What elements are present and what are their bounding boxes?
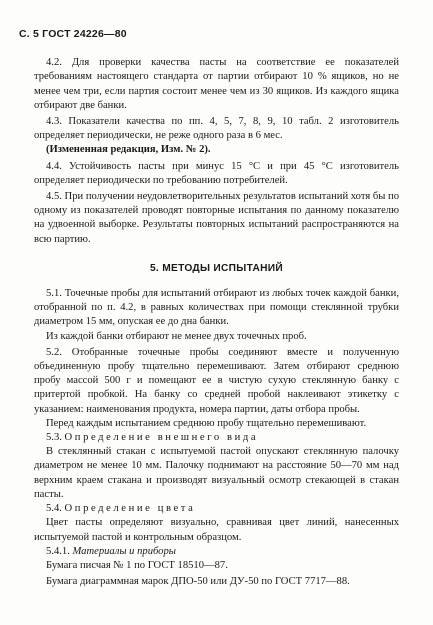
paragraph-5-3: В стеклянный стакан с испытуемой пастой опускают стеклянную палочку диаметром не менее 10 мм. Палочку поднимают на расстояние 50—70 мм над верхним краем стакана и производят визуальный осмотр стекающей в стакан пасты. bbox=[34, 446, 399, 500]
subsection-5-3-title: Определение внешнего вида bbox=[64, 432, 259, 444]
subsection-5-4-1-title: Материалы и приборы bbox=[72, 545, 176, 557]
amendment-note: (Измененная редакция, Изм. № 2). bbox=[46, 144, 211, 156]
subsection-5-3-number: 5.3. bbox=[46, 432, 62, 444]
material-chart-paper: Бумага диаграммная марок ДПО-50 или ДУ-50 по ГОСТ 7717—88. bbox=[46, 576, 350, 588]
subsection-5-4-heading bbox=[34, 502, 399, 516]
paragraph-5-1: 5.1. Точечные пробы для испытаний отбирают из любых точек каждой банки, отобранной по п. 4.2, в равных количествах при помощи стеклянной трубки диаметром 15 мм, опуская ее до дна банки. bbox=[34, 288, 399, 328]
subsection-5-4-1-number: 5.4.1. bbox=[46, 545, 70, 557]
subsection-5-4-title: Определение цвета bbox=[64, 503, 196, 515]
page-header: С. 5 ГОСТ 24226—80 bbox=[19, 28, 127, 40]
paragraph-4-2: 4.2. Для проверки качества пасты на соответствие ее показателей требованиям настоящего стандарта от партии отбирают 10 % ящиков, но не менее чем три, если партия состоит менее чем из 30 ящиков. Из каждого ящика отбирают две банки. bbox=[34, 57, 399, 111]
subsection-5-4-1-heading bbox=[34, 545, 399, 559]
material-writing-paper: Бумага писчая № 1 по ГОСТ 18510—87. bbox=[46, 559, 228, 571]
paragraph-5-2-mixing: Перед каждым испытанием среднюю пробу тщательно перемешивают. bbox=[46, 417, 367, 429]
subsection-5-4-number: 5.4. bbox=[46, 503, 62, 515]
paragraph-5-1-sampling: Из каждой банки отбирают не менее двух точечных проб. bbox=[46, 330, 307, 342]
paragraph-4-3: 4.3. Показатели качества по пп. 4, 5, 7, 8, 9, 10 табл. 2 изготовитель определяет периодически, не реже одного раза в 6 мес. bbox=[34, 116, 399, 142]
section-title: 5. МЕТОДЫ ИСПЫТАНИЙ bbox=[149, 262, 284, 274]
paragraph-5-4: Цвет пасты определяют визуально, сравнивая цвет линий, нанесенных испытуемой пастой и контрольным образцом. bbox=[34, 517, 399, 543]
paragraph-4-4: 4.4. Устойчивость пасты при минус 15 °С и при 45 °С изготовитель определяет периодически по требованию потребителей. bbox=[34, 160, 399, 186]
subsection-5-3-heading bbox=[34, 431, 399, 445]
paragraph-5-2: 5.2. Отобранные точечные пробы соединяют вместе и полученную объединенную пробу тщательно перемешивают. Затем отбирают среднюю пробу массой 500 г и помещают ее в чистую сухую стеклянную банку с притертой пробкой. На банку со средней пробой наклеивают этикетку с указанием: наименования продукта, номера партии, даты отбора пробы. bbox=[34, 346, 399, 415]
paragraph-4-5: 4.5. При получении неудовлетворительных результатов испытаний хотя бы по одному из показателей проводят повторные испытания по данному показателю на удвоенной выборке. Результаты повторных испытаний распространяются на всю партию. bbox=[34, 191, 399, 245]
